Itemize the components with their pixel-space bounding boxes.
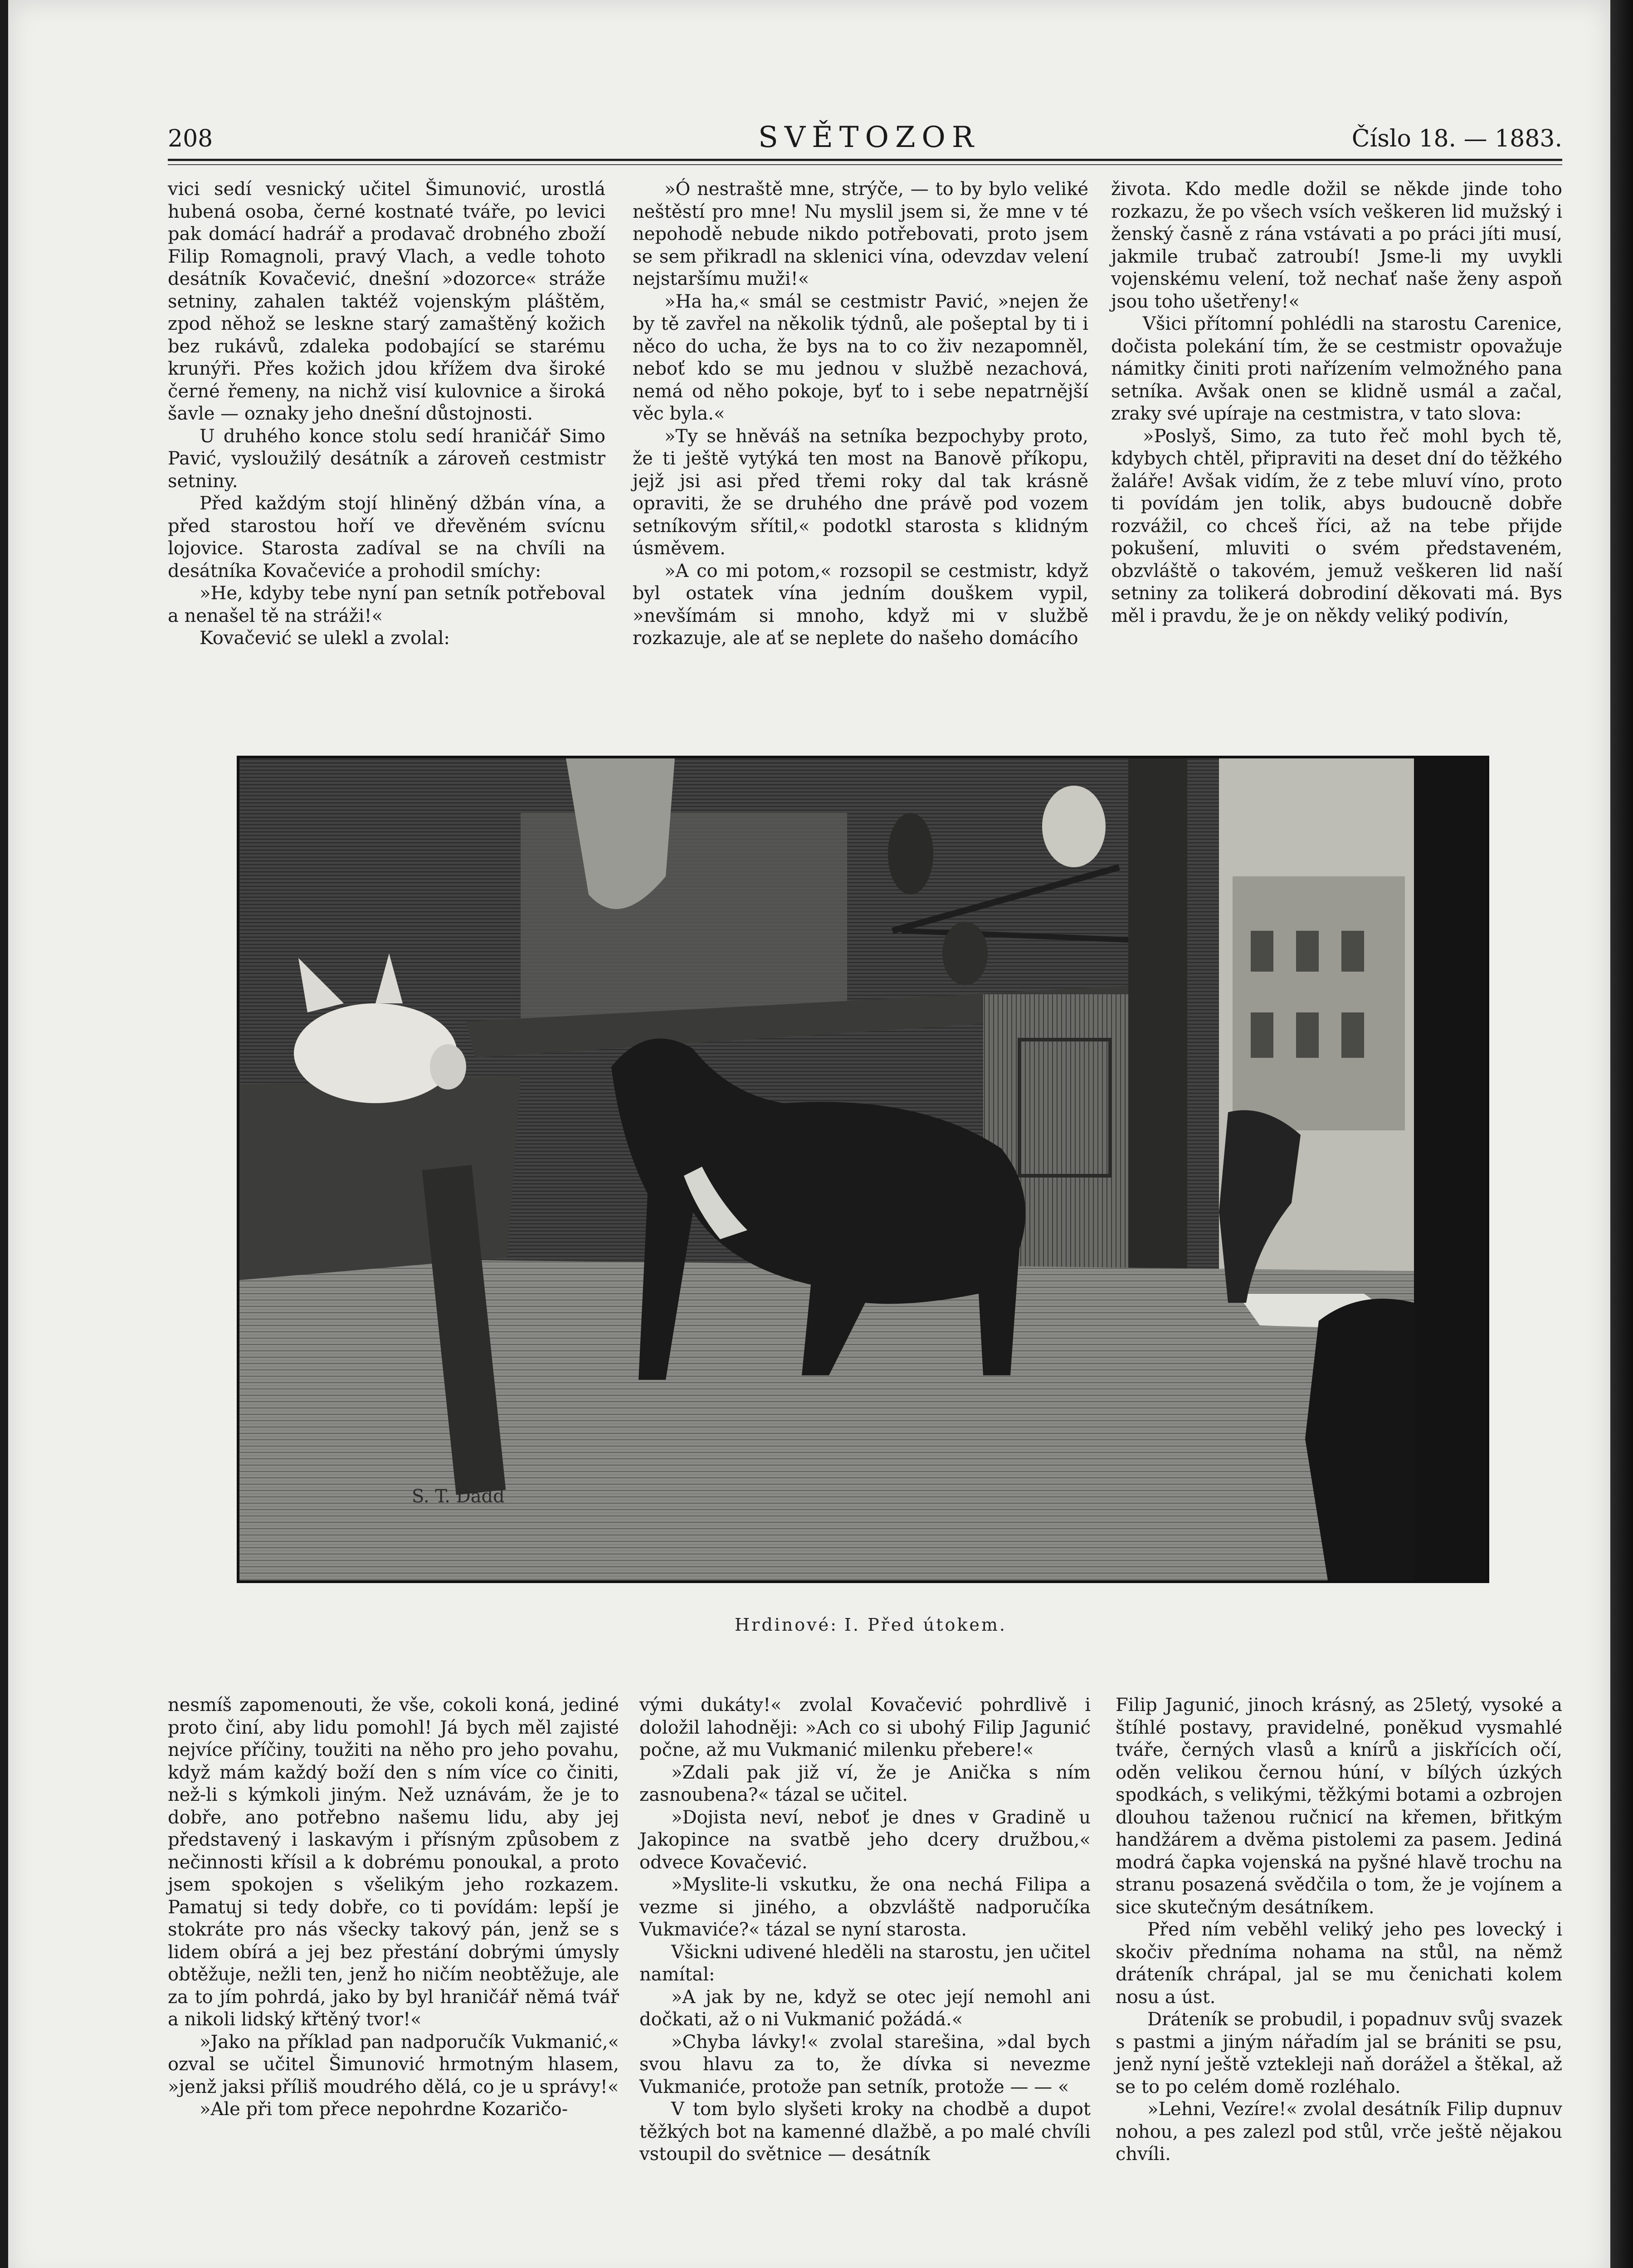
- paragraph: vici sedí vesnický učitel Šimunović, urostlá hubená osoba, černé kostnaté tváře, po levici pak domácí hadrář a prodavač drobného zboží Filip Romagnoli, pravý Vlach, a vedle tohoto desátník Kovačević, dnešní »dozorce« stráže setniny, zahalen taktéž vojenským pláštěm, zpod něhož se leskne starý zamaštěný kožich bez rukávů, zdaleka podobající se starému krunýři. Přes kožich jdou křížem dva široké černé řemeny, na nichž visí kulovnice a široká šavle — oznaky jeho dnešní důstojnosti.: [168, 179, 605, 424]
- bottom-column-3: [1116, 1694, 1562, 2166]
- engraving-scene: [239, 758, 1487, 1580]
- paragraph: »Ty se hněváš na setníka bezpochyby proto, že ti ještě vytýká ten most na Banově příkopu, jejž jsi asi před třemi roky dal tak krásně opraviti, že se druhého dne právě pod vozem setníkovým sřítil,« podotkl starosta s klidným úsměvem.: [633, 425, 1088, 559]
- top-column-3: [1111, 178, 1562, 627]
- door-frame: [1128, 758, 1187, 1348]
- paragraph: V tom bylo slyšeti kroky na chodbě a dupot těžkých bot na kamenné dlažbě, a po malé chvíli vstoupil do světnice — desátník: [639, 2099, 1091, 2165]
- top-column-1: [168, 178, 605, 650]
- paragraph: »Ó nestraště mne, strýče, — to by bylo veliké neštěstí pro mne! Nu myslil jsem si, že mne v té nepohodě nebude nikdo potřebovati, proto jsem se sem přikradl na sklenici vína, odevzdav velení nejstaršímu muži!«: [633, 179, 1088, 289]
- paragraph: »Zdali pak již ví, že je Anička s ním zasnoubena?« tázal se učitel.: [639, 1762, 1091, 1805]
- paragraph: »Dojista neví, neboť je dnes v Gradině u Jakopince na svatbě jeho dcery družbou,« odvece Kovačević.: [639, 1807, 1091, 1873]
- paragraph: U druhého konce stolu sedí hraničář Simo Pavić, vysloužilý desátník a zároveň cestmistr setniny.: [168, 425, 605, 492]
- header-rule: [168, 159, 1562, 161]
- paragraph: »A jak by ne, když se otec její nemohl ani dočkati, až o ni Vukmanić požádá.«: [639, 1986, 1091, 2030]
- running-header: [168, 117, 1562, 158]
- paragraph: Před každým stojí hliněný džbán vína, a před starostou hoří ve dřevěném svícnu lojovice. Starosta zadíval se na chvíli na desátníka Kovačeviće a prohodil smíchy:: [168, 493, 605, 582]
- wall-panel: [521, 813, 847, 1031]
- paragraph: »A co mi potom,« rozsopil se cestmistr, když byl ostatek vína jedním douškem vypil, »nevšímám si mnoho, když mi v službě rozkazuje, ale ať se neplete do našeho domácího: [633, 560, 1088, 649]
- paragraph: »Lehni, Vezíre!« zvolal desátník Filip dupnuv nohou, a pes zalezl pod stůl, vrče ještě nějakou chvíli.: [1116, 2099, 1562, 2165]
- paragraph: »Ale při tom přece nepohrdne Kozaričo-: [200, 2099, 568, 2120]
- issue-number: Číslo 18. — 1883.: [1351, 125, 1562, 152]
- paragraph: »Myslite-li vskutku, že ona nechá Filipa a vezme si jiného, a obzvláště nadporučíka Vukmaviće?« tázal se nyní starosta.: [639, 1874, 1091, 1940]
- paragraph: Kovačević se ulekl a zvolal:: [200, 628, 450, 649]
- cloak: [1305, 1299, 1414, 1580]
- caption-text: I. Před útokem.: [844, 1615, 1007, 1635]
- paragraph: »Jako na příklad pan nadporučík Vukmanić,« ozval se učitel Šimunović hrmotným hlasem, »jenž jaksi příliš moudrého dělá, co je u správy!«: [168, 2031, 619, 2097]
- paragraph: života. Kdo medle dožil se někde jinde toho rozkazu, že po všech vsích veškeren lid mužský i ženský časně z rána vstávati a po práci jíti musí, jakmile trubač zatroubí! Jsme-li my uvykli vojenskému velení, tož nechať naše ženy aspoň jsou toho ušetřeny!«: [1111, 179, 1562, 312]
- bottom-column-2: [639, 1694, 1091, 2166]
- illustration-caption: [689, 1615, 1052, 1635]
- paragraph: »Ha ha,« smál se cestmistr Pavić, »nejen že by tě zavřel na několik týdnů, ale pošeptal by ti i něco do ucha, že bys na to co živ nezapomněl, neboť kdo se mu jednou v službě nezachová, nemá od něho pokoje, byť to i sebe nepatrnější věc byla.«: [633, 291, 1088, 424]
- outside-building: [1233, 876, 1405, 1130]
- door-shadow: [1414, 758, 1487, 1580]
- binding-edge: [1610, 0, 1633, 2268]
- paragraph: Před ním veběhl veliký jeho pes lovecký i skočiv předníma nohama na stůl, na němž dráteník chrápal, jal se mu čenichati kolem nosu a úst.: [1116, 1919, 1562, 2008]
- bottom-column-1: [168, 1694, 619, 2121]
- paragraph: Filip Jagunić, jinoch krásný, as 25letý, vysoké a štíhlé postavy, pravidelné, poněkud vysmahlé tváře, černých vlasů a knírů a jiskřících očí, oděn velikou černou húní, v bílých úzkých spodkách, s velikými, těžkými botami a ozbrojen dlouhou taženou ručnicí na křemen, břitkým handžárem a dvěma pistolemi za pasem. Jediná modrá čapka vojenská na pyšné hlavě trochu na stranu posazená svědčila o tom, že je vojínem a sice skutečným desátníkem.: [1116, 1695, 1562, 1918]
- paragraph: »Chyba lávky!« zvolal starešina, »dal bych svou hlavu za to, že dívka si nevezme Vukmaniće, protože pan setník, protože — — «: [639, 2031, 1091, 2097]
- hanging-bird: [1042, 786, 1106, 867]
- pig-head: [294, 1003, 457, 1103]
- paragraph: Všici přítomní pohlédli na starostu Carenice, dočista polekání tím, že se cestmistr opovažuje námitky činiti proti nařízením velmožného pana setníka. Avšak onen se klidně usmál a začal, zraky své upíraje na cestmistra, v tato slova:: [1111, 313, 1562, 424]
- caption-title: Hrdinové:: [735, 1615, 838, 1635]
- artist-signature: S. T. Dadd: [412, 1486, 505, 1507]
- paragraph: nesmíš zapomenouti, že vše, cokoli koná, jediné proto činí, aby lidu pomohl! Já bych měl zajisté nejvíce příčiny, toužiti na něho pro jeho povahu, když mám každý boží den s ním více co činiti, než-li s kýmkoli jiným. Než uznávám, že je to dobře, ano potřebno našemu lidu, aby jej představený i laskavým i přísným způsobem z nečinnosti křísil a k dobrému ponoukal, a proto jsem spokojen s všelikým jeho rozkazem. Pamatuj si tedy dobře, co ti povídám: lepší je stokráte pro nás všecky takový pán, jenž se s lidem obírá a jej bez přestání dobrými úmysly obtěžuje, nežli ten, jenž ho ničím neobtěžuje, ale za to jím pohrdá, jako by byl hraničář němá tvář a nikoli lidský křtěný tvor!«: [168, 1695, 619, 2030]
- paragraph: vými dukáty!« zvolal Kovačević pohrdlivě i doložil lahodněji: »Ach co si ubohý Filip Jagunić počne, až mu Vukmanić milenku přebere!«: [639, 1695, 1091, 1760]
- page-number: 208: [168, 125, 213, 152]
- hanging-pouch: [942, 922, 988, 985]
- engraving-illustration: [237, 756, 1489, 1583]
- top-column-2: [633, 178, 1088, 650]
- paragraph: Všickni udivené hleděli na starostu, jen učitel namítal:: [639, 1941, 1091, 1985]
- paragraph: Dráteník se probudil, i popadnuv svůj svazek s pastmi a jiným nářadím jal se brániti se psu, jenž nyní ještě vztekleji naň dorážel a štěkal, až se to po celém domě rozléhalo.: [1116, 2009, 1562, 2097]
- paragraph: »He, kdyby tebe nyní pan setník potřeboval a nenašel tě na stráži!«: [168, 583, 605, 626]
- magazine-title: SVĚTOZOR: [758, 121, 980, 154]
- paragraph: »Poslyš, Simo, za tuto řeč mohl bych tě, kdybych chtěl, připraviti na deset dní do těžkého žaláře! Avšak vidím, že z tebe mluví víno, proto ti povídám jen tolik, abys budoucně dobře rozvážil, co chceš říci, až na tebe přijde pokušení, mluviti o svém představeném, obzvláště o takovém, jemuž veškeren lid naší setniny za tolikerá dobrodiní děkovati má. Bys měl i pravdu, že je on někdy veliký podivín,: [1111, 425, 1562, 626]
- hanging-hat: [888, 813, 933, 894]
- header-rule-thin: [168, 164, 1562, 165]
